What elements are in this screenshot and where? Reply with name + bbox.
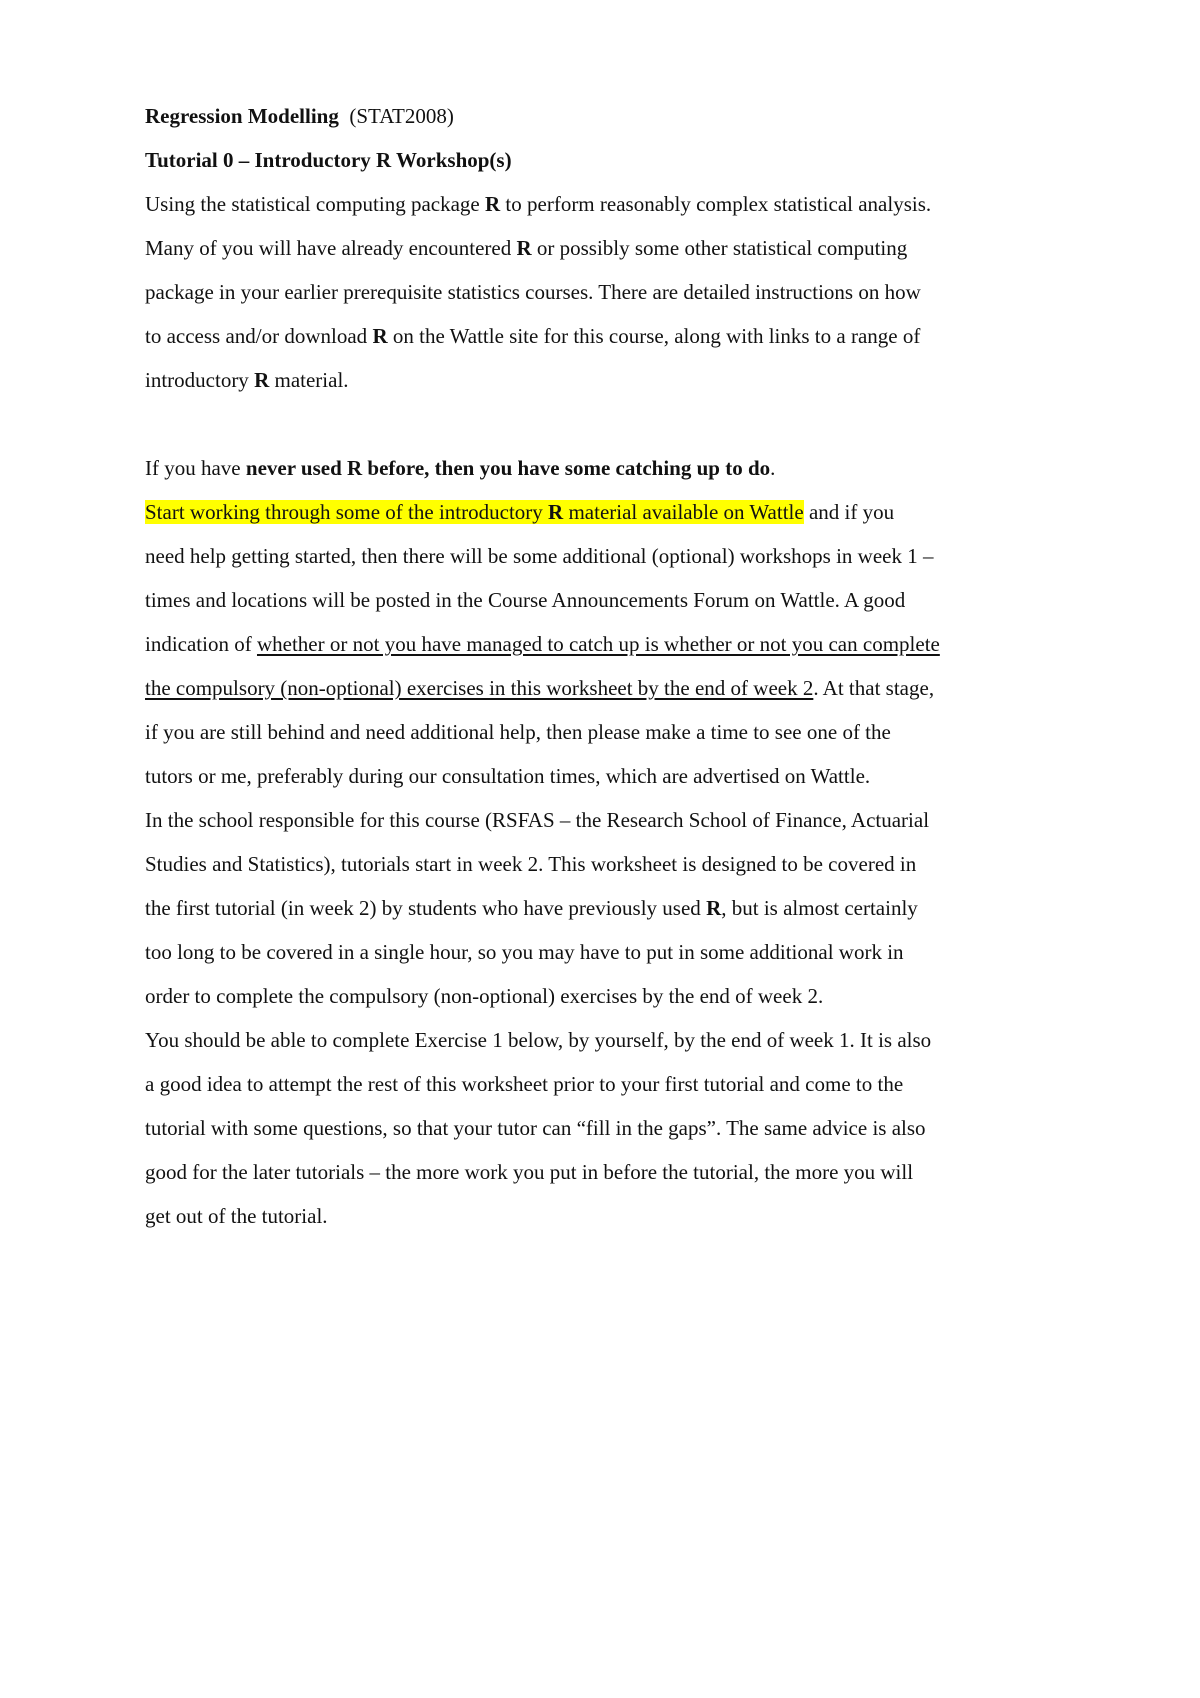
- course-heading: [145, 94, 1085, 138]
- p1-line-5: [145, 358, 1085, 402]
- text-run: on the Wattle site for this course, along with links to a range of: [387, 324, 921, 348]
- text-run: to perform reasonably complex statistical analysis.: [500, 192, 932, 216]
- text-run: introductory: [145, 368, 255, 392]
- p2-line-1: [145, 446, 1085, 490]
- tutorial-heading: [145, 138, 1085, 182]
- text-run: If you have: [145, 456, 246, 480]
- text-run: material.: [269, 368, 349, 392]
- text-run: indication of: [145, 632, 257, 656]
- r-bold: R: [372, 324, 388, 348]
- underlined-text: the compulsory (non-optional) exercises in this worksheet by the end of week 2: [145, 676, 814, 700]
- p2-line-5: [145, 622, 1085, 666]
- course-title: Regression Modelling: [145, 104, 339, 128]
- text-run: or possibly some other statistical computing: [531, 236, 908, 260]
- p2-line-3: need help getting started, then there will be some additional (optional) workshops in week 1 –: [145, 544, 934, 568]
- tutorial-title: Tutorial 0 – Introductory R Workshop(s): [145, 148, 512, 172]
- p1-line-4: [145, 314, 1085, 358]
- r-bold: R: [516, 236, 532, 260]
- underlined-text: whether or not you have managed to catch up is whether or not you can complete: [256, 632, 940, 656]
- p2-line-7: if you are still behind and need additional help, then please make a time to see one of the: [145, 720, 891, 744]
- text-run: Many of you will have already encountered: [145, 236, 517, 260]
- text-run: to access and/or download: [145, 324, 373, 348]
- blank-line: [145, 402, 1085, 446]
- p1-line-1: [145, 182, 1085, 226]
- p1-line-2: [145, 226, 1085, 270]
- text-run: . At that stage,: [813, 676, 935, 700]
- text-run: .: [770, 456, 776, 480]
- warning-bold: never used R before, then you have some catching up to do: [245, 456, 771, 480]
- p2-line-6: [145, 666, 1085, 710]
- p4-line-5: get out of the tutorial.: [145, 1204, 328, 1228]
- p4-line-3: tutorial with some questions, so that your tutor can “fill in the gaps”. The same advice is also: [145, 1116, 926, 1140]
- text-run: package in your earlier prerequisite statistics courses. There are detailed instructions on how: [145, 280, 921, 304]
- p3-line-2: Studies and Statistics), tutorials start in week 2. This worksheet is designed to be covered in: [145, 852, 917, 876]
- p2-line-8: tutors or me, preferably during our consultation times, which are advertised on Wattle.: [145, 764, 871, 788]
- text-run: the first tutorial (in week 2) by students who have previously used: [145, 896, 707, 920]
- text-run: material available on Wattle: [563, 500, 804, 524]
- p3-line-5: order to complete the compulsory (non-optional) exercises by the end of week 2.: [145, 984, 824, 1008]
- p1-line-3: [145, 270, 1085, 314]
- text-run: Start working through some of the introductory: [145, 500, 549, 524]
- course-code: (STAT2008): [349, 104, 454, 128]
- highlighted-instruction: [145, 500, 804, 524]
- document-body: [145, 94, 1085, 1238]
- p4-line-1: You should be able to complete Exercise 1 below, by yourself, by the end of week 1. It is also: [145, 1028, 932, 1052]
- p3-line-3: [145, 886, 1085, 930]
- text-run: , but is almost certainly: [721, 896, 918, 920]
- r-bold: R: [548, 500, 564, 524]
- p4-line-2: a good idea to attempt the rest of this worksheet prior to your first tutorial and come to the: [145, 1072, 904, 1096]
- text-run: and if you: [803, 500, 895, 524]
- p3-line-1: In the school responsible for this course (RSFAS – the Research School of Finance, Actuarial: [145, 808, 930, 832]
- r-bold: R: [254, 368, 270, 392]
- p3-line-4: too long to be covered in a single hour, so you may have to put in some additional work in: [145, 940, 904, 964]
- r-bold: R: [706, 896, 722, 920]
- text-run: Using the statistical computing package: [145, 192, 485, 216]
- p4-line-4: good for the later tutorials – the more work you put in before the tutorial, the more you will: [145, 1160, 914, 1184]
- p2-line-4: times and locations will be posted in the Course Announcements Forum on Wattle. A good: [145, 588, 906, 612]
- p2-line-2: [145, 490, 1085, 534]
- r-bold: R: [485, 192, 501, 216]
